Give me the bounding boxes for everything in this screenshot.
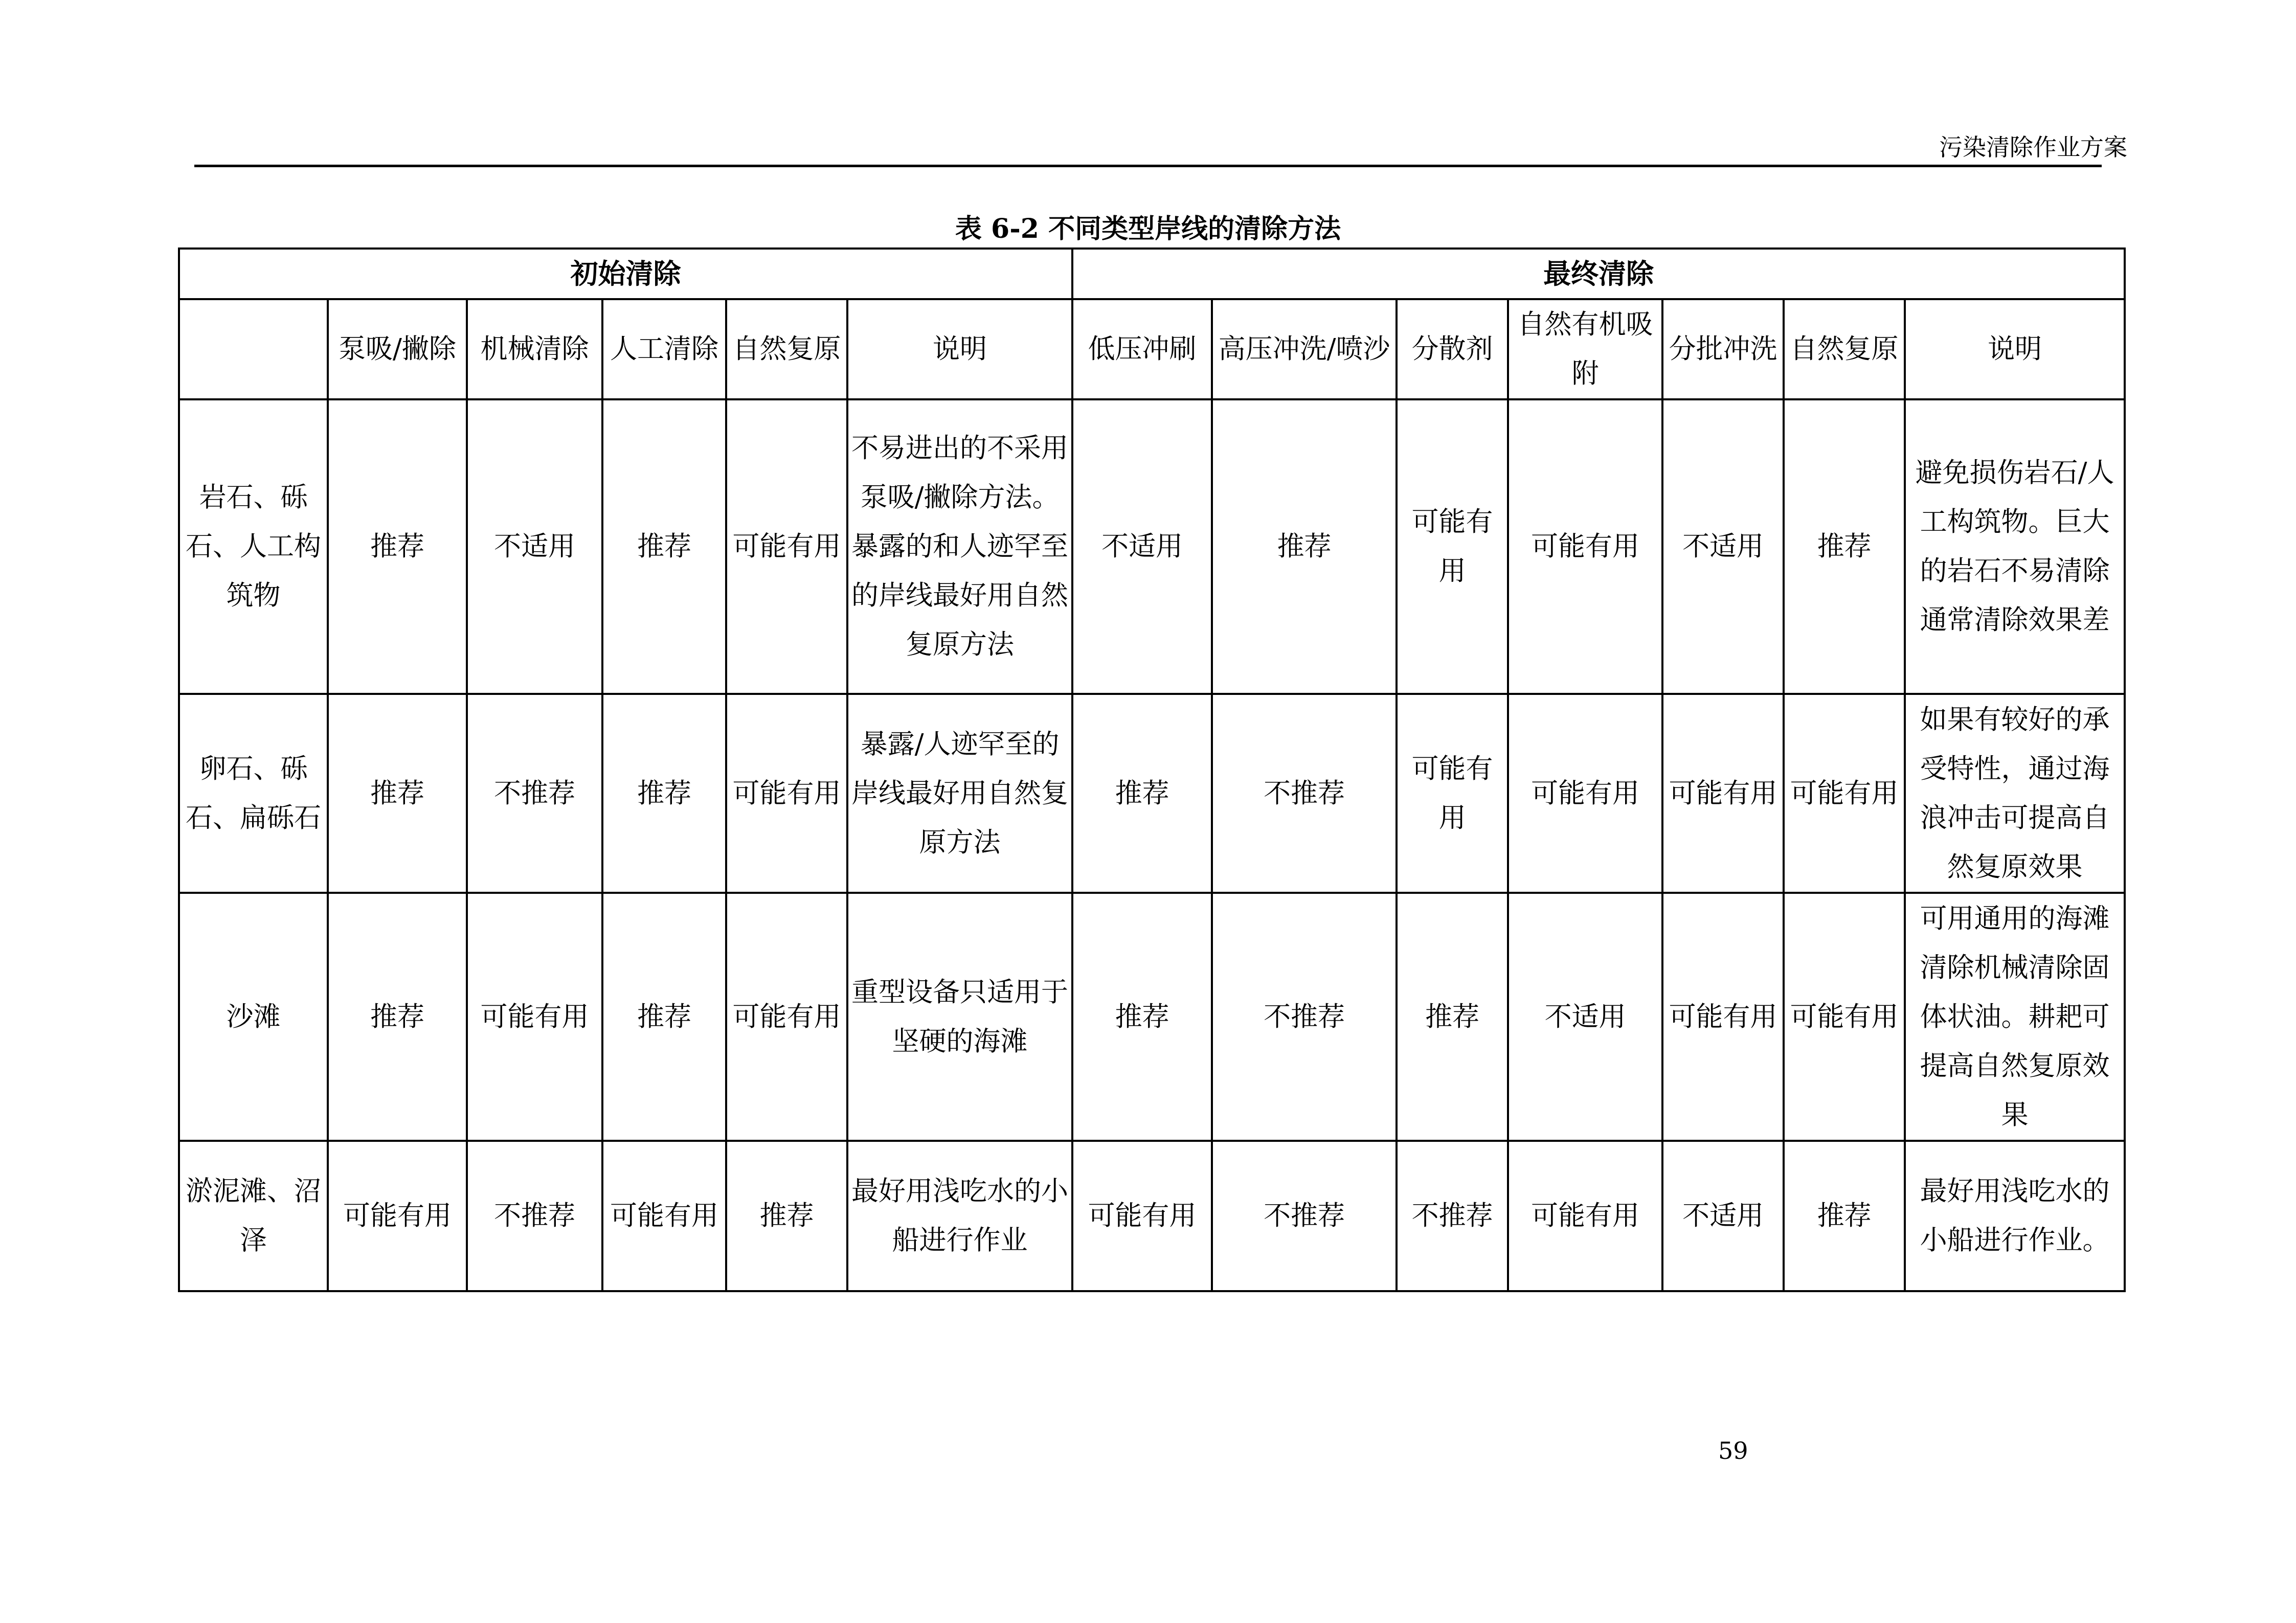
- column-header: 机械清除: [467, 299, 602, 399]
- shoreline-cleanup-table: [178, 247, 2126, 1292]
- table-cell: 可用通用的海滩清除机械清除固体状油。耕耙可提高自然复原效果: [1905, 893, 2125, 1141]
- table-cell: 不推荐: [1397, 1141, 1508, 1291]
- row-header: 沙滩: [179, 893, 328, 1141]
- table-cell: 推荐: [726, 1141, 847, 1291]
- table-cell: 可能有用: [726, 893, 847, 1141]
- table-cell: 可能有用: [1072, 1141, 1212, 1291]
- page-number: 59: [1718, 1437, 1748, 1464]
- table-cell: 不推荐: [467, 694, 602, 893]
- table-cell: 推荐: [1072, 893, 1212, 1141]
- table-row: [179, 694, 2125, 893]
- table-cell: 推荐: [1072, 694, 1212, 893]
- header-rule: [194, 165, 2102, 167]
- table-cell: 不推荐: [1212, 694, 1397, 893]
- table-cell: 推荐: [1397, 893, 1508, 1141]
- table-cell: 可能有用: [1662, 694, 1784, 893]
- table-cell: 推荐: [1212, 399, 1397, 694]
- running-header: 污染清除作业方案: [1939, 133, 2127, 161]
- column-header: 自然复原: [1784, 299, 1905, 399]
- table-cell: 推荐: [328, 399, 467, 694]
- table-row: [179, 399, 2125, 694]
- table-cell: 不推荐: [467, 1141, 602, 1291]
- column-header: 分散剂: [1397, 299, 1508, 399]
- table-cell: 不适用: [467, 399, 602, 694]
- table-cell: 可能有用: [1508, 1141, 1662, 1291]
- row-header: 卵石、砾石、扁砾石: [179, 694, 328, 893]
- row-header: 淤泥滩、沼泽: [179, 1141, 328, 1291]
- column-header: 高压冲洗/喷沙: [1212, 299, 1397, 399]
- column-header: 人工清除: [602, 299, 726, 399]
- column-header: 自然复原: [726, 299, 847, 399]
- table-cell: 避免损伤岩石/人工构筑物。巨大的岩石不易清除通常清除效果差: [1905, 399, 2125, 694]
- table-cell: 推荐: [328, 893, 467, 1141]
- column-header: 自然有机吸附: [1508, 299, 1662, 399]
- table-row: [179, 893, 2125, 1141]
- column-header: 低压冲刷: [1072, 299, 1212, 399]
- column-header: 分批冲洗: [1662, 299, 1784, 399]
- table-cell: 可能有用: [1784, 694, 1905, 893]
- table-cell: 不适用: [1662, 399, 1784, 694]
- table-cell: 可能有用: [467, 893, 602, 1141]
- table-cell: 推荐: [602, 694, 726, 893]
- column-header: 说明: [847, 299, 1072, 399]
- table-cell: 推荐: [328, 694, 467, 893]
- group-header-initial: 初始清除: [179, 249, 1072, 299]
- table-cell: 可能有用: [1508, 694, 1662, 893]
- column-header-blank: [179, 299, 328, 399]
- table-cell: 最好用浅吃水的小船进行作业: [847, 1141, 1072, 1291]
- table-cell: 推荐: [602, 399, 726, 694]
- table-cell: 重型设备只适用于坚硬的海滩: [847, 893, 1072, 1141]
- table-cell: 不适用: [1662, 1141, 1784, 1291]
- row-header: 岩石、砾石、人工构筑物: [179, 399, 328, 694]
- table-cell: 可能有用: [1397, 399, 1508, 694]
- table-cell: 推荐: [602, 893, 726, 1141]
- table-row: [179, 1141, 2125, 1291]
- table-cell: 推荐: [1784, 399, 1905, 694]
- table-cell: 可能有用: [726, 399, 847, 694]
- table-cell: 不易进出的不采用泵吸/撇除方法。暴露的和人迹罕至的岸线最好用自然复原方法: [847, 399, 1072, 694]
- table-cell: 如果有较好的承受特性，通过海浪冲击可提高自然复原效果: [1905, 694, 2125, 893]
- table-cell: 可能有用: [726, 694, 847, 893]
- table-cell: 不适用: [1072, 399, 1212, 694]
- table-cell: 不推荐: [1212, 1141, 1397, 1291]
- table-cell: 不适用: [1508, 893, 1662, 1141]
- table-cell: 可能有用: [602, 1141, 726, 1291]
- table-cell: 可能有用: [1662, 893, 1784, 1141]
- table-cell: 暴露/人迹罕至的岸线最好用自然复原方法: [847, 694, 1072, 893]
- table-cell: 不推荐: [1212, 893, 1397, 1141]
- table-cell: 可能有用: [1784, 893, 1905, 1141]
- table-cell: 可能有用: [328, 1141, 467, 1291]
- table-cell: 可能有用: [1508, 399, 1662, 694]
- column-header: 泵吸/撇除: [328, 299, 467, 399]
- group-header-final: 最终清除: [1072, 249, 2125, 299]
- table-cell: 最好用浅吃水的小船进行作业。: [1905, 1141, 2125, 1291]
- table-cell: 可能有用: [1397, 694, 1508, 893]
- table-cell: 推荐: [1784, 1141, 1905, 1291]
- table-caption: 表 6-2 不同类型岸线的清除方法: [955, 213, 1341, 244]
- column-header: 说明: [1905, 299, 2125, 399]
